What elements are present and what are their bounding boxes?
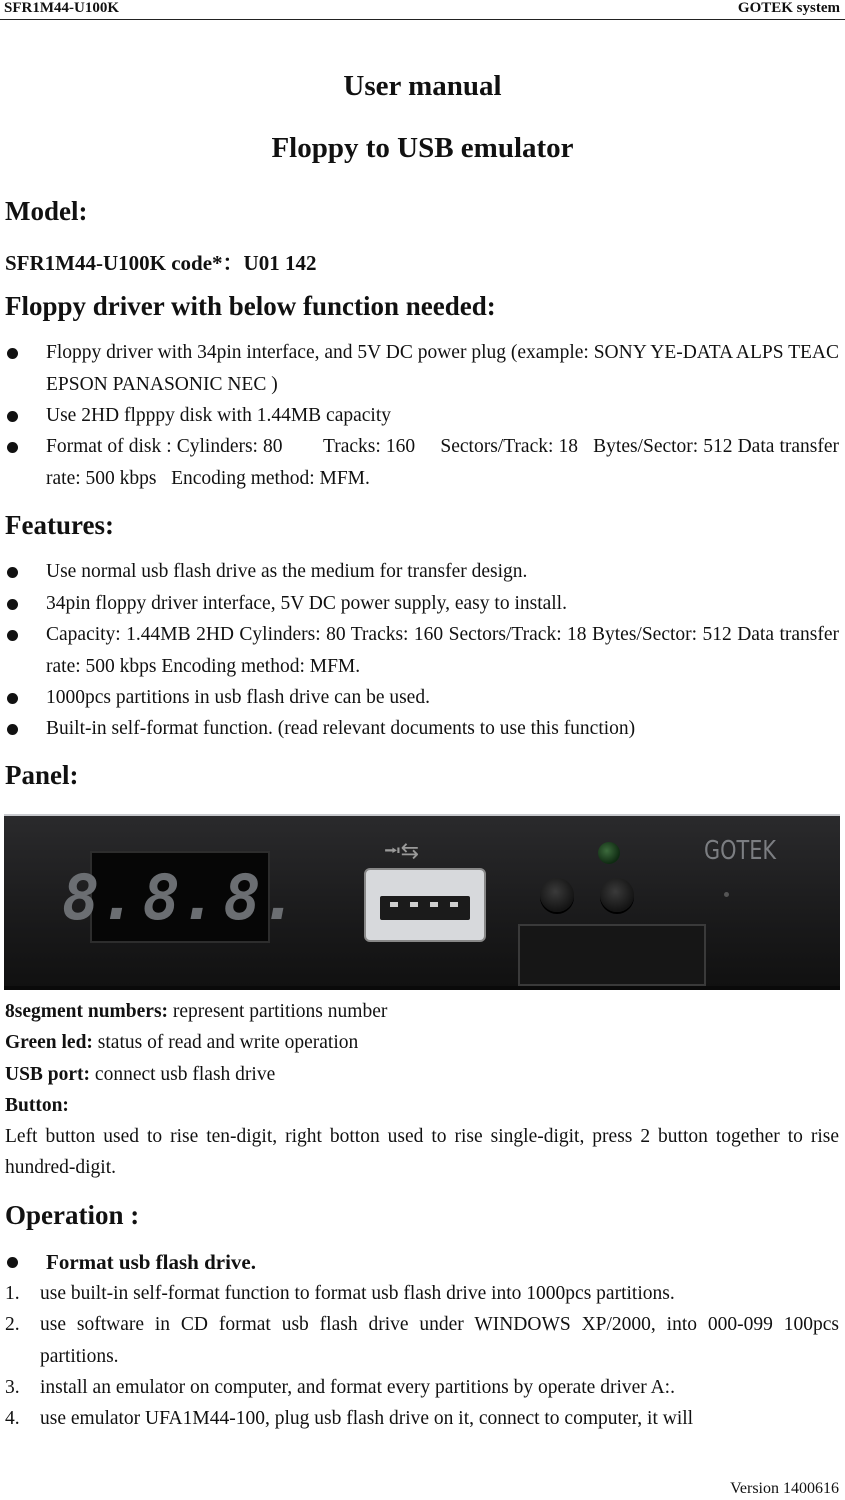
panel-label-segment: 8segment numbers: represent partitions number	[5, 1001, 388, 1022]
list-item-text: Floppy driver with 34pin interface, and 5V DC power plug (example: SONY YE-DATA ALPS TEAC EPSON PANASONIC NEC )	[46, 342, 839, 395]
requirements-heading: Floppy driver with below function needed:	[5, 291, 496, 321]
header-brand: GOTEK system	[737, 0, 840, 16]
step-number: 4.	[5, 1408, 20, 1429]
step-number: 1.	[5, 1283, 20, 1304]
left-button	[540, 878, 574, 912]
list-item-text: 34pin floppy driver interface, 5V DC power supply, easy to install.	[46, 593, 567, 614]
list-item-text: Use normal usb flash drive as the medium for transfer design.	[46, 561, 528, 582]
header-rule	[0, 19, 845, 20]
bullet-icon	[7, 724, 18, 735]
step-number: 3.	[5, 1377, 20, 1398]
step-text: use built-in self-format function to format usb flash drive into 1000pcs partitions.	[40, 1283, 675, 1304]
header-model: SFR1M44-U100K	[4, 0, 119, 16]
usb-icon: ⭲⇆	[384, 839, 420, 864]
bullet-icon	[7, 630, 18, 641]
step-text: use emulator UFA1M44-100, plug usb flash drive on it, connect to computer, it will	[40, 1408, 694, 1429]
step-text: use software in CD format usb flash drive under WINDOWS XP/2000, into 000-099 100pcs partitions.	[40, 1314, 839, 1367]
segment-digit: 8.	[62, 860, 137, 934]
button-description: Left button used to rise ten-digit, right botton used to rise single-digit, press 2 button together to rise hundred-digit.	[5, 1126, 839, 1178]
operation-heading: Operation :	[5, 1200, 140, 1230]
panel-label-button: Button:	[5, 1095, 69, 1116]
version-footer: Version 1400616	[730, 1480, 839, 1497]
features-heading: Features:	[5, 510, 114, 540]
usb-port	[364, 868, 486, 942]
bullet-icon	[7, 348, 18, 359]
panel-photo	[4, 814, 840, 989]
green-led	[598, 842, 620, 864]
list-item-text: Use 2HD flpppy disk with 1.44MB capacity	[46, 405, 392, 426]
step-number: 2.	[5, 1314, 20, 1335]
segment-digit: 8.	[223, 860, 298, 934]
segment-digit: 8.	[142, 860, 218, 934]
segment-display	[62, 851, 298, 943]
panel-heading: Panel:	[5, 760, 79, 790]
document-title: User manual	[343, 70, 502, 102]
emulator-front-panel	[4, 816, 840, 990]
list-item-text: 1000pcs partitions in usb flash drive can be used.	[46, 687, 430, 708]
usb-port-pins	[390, 902, 458, 907]
bullet-icon	[7, 411, 18, 422]
bullet-icon	[7, 567, 18, 578]
panel-label-usb: USB port: connect usb flash drive	[5, 1064, 276, 1085]
list-item-text: Capacity: 1.44MB 2HD Cylinders: 80 Tracks: 160 Sectors/Track: 18 Bytes/Sector: 512 Data transfer rate: 500 kbps Encoding method: MFM.	[46, 624, 839, 677]
gotek-logo: GOTEK	[704, 836, 776, 866]
list-item-text: Built-in self-format function. (read relevant documents to use this function)	[46, 718, 636, 739]
usb-port-socket	[380, 896, 470, 920]
panel-hole	[724, 892, 729, 897]
bullet-icon	[7, 442, 18, 453]
model-heading: Model:	[5, 196, 88, 226]
panel-slot	[518, 924, 706, 986]
panel-label-led: Green led: status of read and write operation	[5, 1032, 359, 1053]
step-text: install an emulator on computer, and format every partitions by operate driver A:.	[40, 1377, 675, 1398]
bullet-icon	[7, 599, 18, 610]
model-code: SFR1M44-U100K code*：U01 142	[5, 251, 317, 275]
list-item-text: Format of disk : Cylinders: 80 Tracks: 160 Sectors/Track: 18 Bytes/Sector: 512 Data transfer rate: 500 kbps Encoding method: MFM.	[46, 436, 839, 489]
right-button	[600, 878, 634, 912]
bullet-icon	[7, 1257, 18, 1268]
document-subtitle: Floppy to USB emulator	[271, 132, 574, 164]
subheading-text: Format usb flash drive.	[46, 1250, 256, 1274]
bullet-icon	[7, 693, 18, 704]
